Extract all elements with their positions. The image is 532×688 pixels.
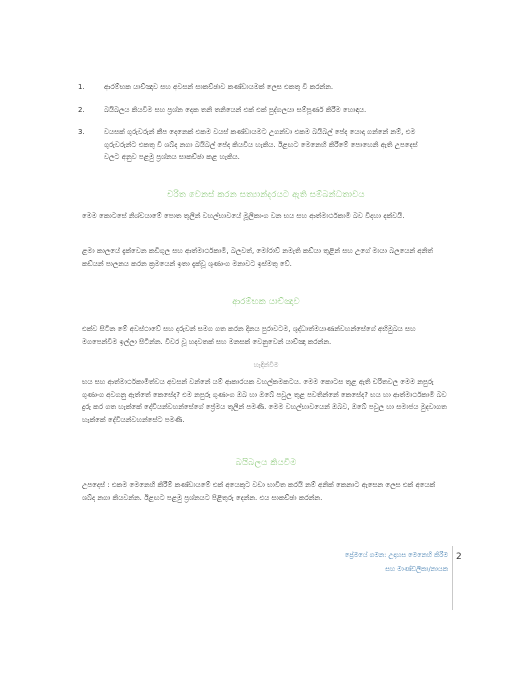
instruction-list xyxy=(78,81,430,174)
section-heading: බයිබලය කියවීම xyxy=(235,458,297,468)
list-item xyxy=(78,81,430,94)
list-number: 1. xyxy=(78,83,85,91)
section-paragraph: භය සහ ආත්මාර්ථකාමීත්වය අවසන් වන්නේ යම් ආකාරයක වහල්කමකටය. මෙම කොටස තුළ ඇති චරිතවල මෙම නපුරු ගුණාංග අවගනු ඇත්තේ කෙසේද? එම නපුරු ගුණාංග ඔබ හා ඔබේ පවුල තුළ පවතින්නේ කෙසේද? භය හා ආත්මාර්ථකාමී බව දුරු කර ගත හැක්කේ දේවියන්වහන්සේගේ ප්‍රේමය තුලින් පමණි. මෙම වහල්භාවයෙන් ඔබව, ඔබේ පවුල හා සමාජය මුදවාගත හැක්කේ දේවියන්වහන්සේට පමණි. xyxy=(82,378,447,424)
section-paragraph: එක්ව සිටින මේ අවස්ථාවේ සහ දරුවන් සමග ගත කරන දිනය පුරාවටම, ශුද්ධාත්මයාණන්වහන්සේගේ අභිමුඛය සහ මගපෙන්වීම ඉල්ලා සිටින්න. විවර වූ හදවතක් සහ මනසක් වෙනුවෙන් යාච්ඤා කරන්න. xyxy=(82,325,416,346)
page-number: 2 xyxy=(456,552,462,562)
footer-title xyxy=(300,548,448,576)
list-number: 2. xyxy=(78,105,85,114)
section-heading: ආරම්භක යාච්ඤාව xyxy=(232,297,300,307)
list-number: 3. xyxy=(78,128,85,137)
section-paragraph: මෙම කොටසේ නිශ්චයාමේ පොත තුලින් වහල්භාවයේ මූලිකාංග වන භය සහ ආත්මාර්ථකාමී බව විදහා දක්වයි. xyxy=(82,212,405,220)
section-heading: චරිත වෙනස් කරන සත්‍යාන්දරයට ඇති සම්බන්ධතාවය xyxy=(167,190,365,200)
footer-line: ප්‍රේමයේ ගමන: උදාහස මෙනෙහි කිරීම xyxy=(344,551,448,559)
section-paragraph: ළමා කාලයේ දැක්වෙන කඩිගුල සහ ආත්මාර්ථකාමී, බලවත්, මෝරාව් නමැති කඩ්යා තුළින් සහ උගේ මායා බලයෙන් අනිත් කඩ්යන් පාලනය කරන ක්‍රමයෙන් ඉතා දැක්වූ ශුණාංග මනාවට ඉස්මතු වේ. xyxy=(82,247,433,268)
footer-divider xyxy=(452,546,453,610)
subheading: හැඳින්වීම xyxy=(253,361,279,369)
footer-line: සහ මාණ්ඩලිකා/නායක xyxy=(385,565,448,573)
list-text: ආරම්භක යාච්ඤාව සහ අවසන් සාකච්ඡාව කණ්ඩායමක් ලෙස එකතු වී කරන්න. xyxy=(104,83,334,91)
list-item xyxy=(78,104,430,117)
list-item xyxy=(78,126,430,164)
list-text: වයසක් ගුරුවරුන් කීප දෙනෙක් එකම වයස් කණ්ඩායමට උගන්වා එකම බයිබල් පේද යොදා ගන්නේ නම්, එම ගුරුවරුන්ට එකතු වී ශබ්ද නගා බයිබල් පේද කියවිය හැකිය. ඊළඟට මෙනෙහි කිරීමේ පොහෙනි ඇති උපදෙස් වලට අනුව පළමු ප්‍රශ්නය සාකච්ඡා කළ හැකිය. xyxy=(104,128,418,162)
list-text: බයිබලය කියවීම සහ ප්‍රශ්න දෙක තනි තනියෙන් එක් එක් පුද්ගලයා සම්පූර්ණ කිරීම හොඳය. xyxy=(104,105,367,114)
section-paragraph: උපදෙස් : එකම මෙනෙහි කිරීම් කණ්ඩායමේ එක් අයෙකුට වඩා භාවිත කරයි නම් අනික් කෙනාට ඇසෙන ලෙස එක් අයෙක් ශබ්ද නගා කියවන්න. ඊළඟට පළමු ප්‍රශ්නයට පිළිතුරු දෙන්න. එය සාකච්ඡා කරන්න. xyxy=(82,481,436,502)
